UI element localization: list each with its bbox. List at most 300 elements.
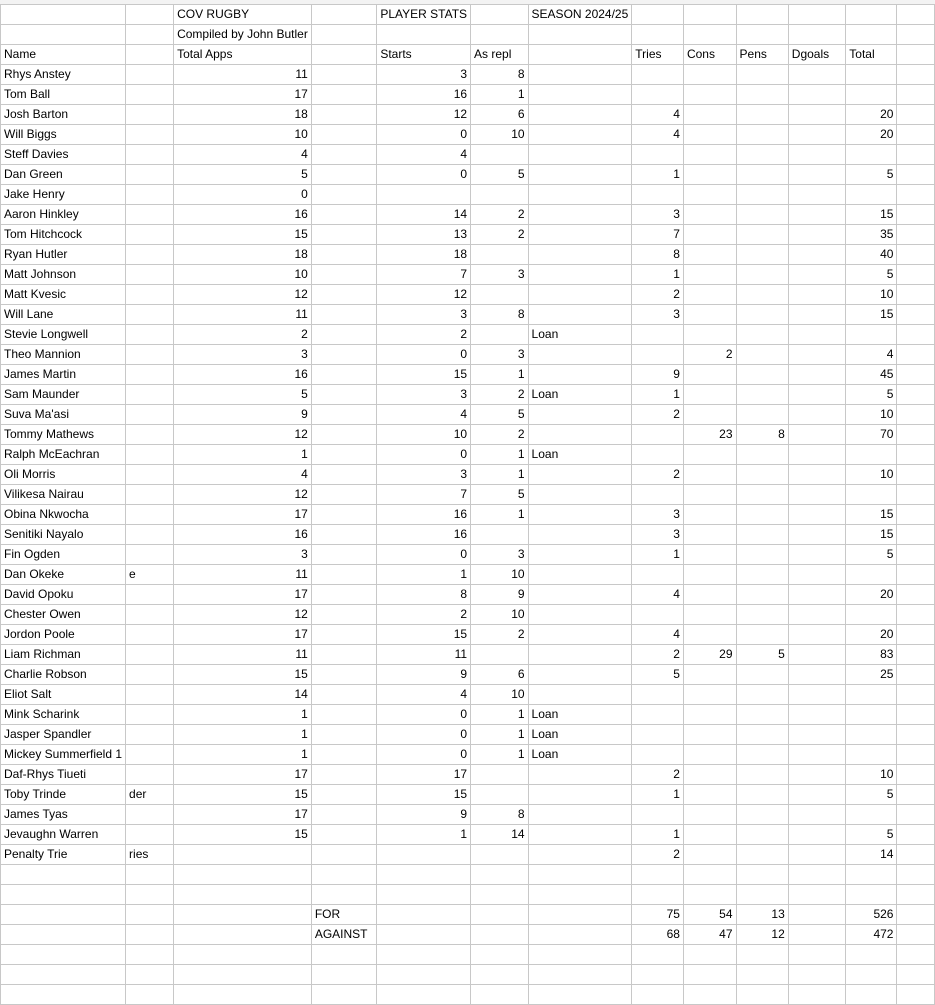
cell[interactable] — [528, 805, 632, 825]
cell[interactable] — [632, 565, 684, 585]
cell[interactable] — [126, 885, 174, 905]
cell[interactable]: 0 — [377, 545, 471, 565]
cell[interactable] — [788, 525, 846, 545]
cell[interactable] — [683, 885, 736, 905]
cell[interactable] — [1, 985, 126, 1005]
cell[interactable]: 5 — [846, 165, 897, 185]
cell[interactable] — [311, 165, 377, 185]
cell[interactable] — [736, 985, 788, 1005]
cell[interactable] — [897, 865, 935, 885]
cell[interactable] — [736, 225, 788, 245]
cell[interactable] — [311, 685, 377, 705]
cell[interactable]: 3 — [377, 305, 471, 325]
cell[interactable]: Will Biggs — [1, 125, 126, 145]
cell[interactable]: 14 — [471, 825, 529, 845]
cell[interactable] — [846, 705, 897, 725]
cell[interactable] — [736, 725, 788, 745]
cell[interactable] — [846, 185, 897, 205]
cell[interactable]: 8 — [632, 245, 684, 265]
cell[interactable] — [683, 405, 736, 425]
cell[interactable] — [377, 945, 471, 965]
cell[interactable] — [683, 305, 736, 325]
cell[interactable] — [126, 285, 174, 305]
cell[interactable] — [788, 805, 846, 825]
cell[interactable]: 3 — [377, 465, 471, 485]
cell[interactable] — [788, 205, 846, 225]
cell[interactable] — [683, 505, 736, 525]
cell[interactable]: Dgoals — [788, 45, 846, 65]
cell[interactable]: Vilikesa Nairau — [1, 485, 126, 505]
cell[interactable]: COV RUGBY — [174, 5, 312, 25]
cell[interactable] — [471, 785, 529, 805]
cell[interactable] — [632, 145, 684, 165]
cell[interactable] — [683, 165, 736, 185]
cell[interactable] — [174, 885, 312, 905]
cell[interactable]: AGAINST — [311, 925, 377, 945]
cell[interactable]: 1 — [174, 445, 312, 465]
cell[interactable]: 0 — [377, 705, 471, 725]
cell[interactable] — [471, 645, 529, 665]
cell[interactable]: 1 — [471, 465, 529, 485]
cell[interactable] — [897, 345, 935, 365]
cell[interactable] — [1, 905, 126, 925]
cell[interactable] — [788, 365, 846, 385]
cell[interactable] — [897, 525, 935, 545]
cell[interactable] — [897, 465, 935, 485]
cell[interactable]: Obina Nkwocha — [1, 505, 126, 525]
cell[interactable] — [126, 585, 174, 605]
cell[interactable]: 2 — [471, 225, 529, 245]
cell[interactable] — [788, 885, 846, 905]
cell[interactable] — [471, 865, 529, 885]
cell[interactable]: 2 — [471, 205, 529, 225]
cell[interactable] — [126, 345, 174, 365]
cell[interactable] — [311, 785, 377, 805]
cell[interactable]: 4 — [632, 585, 684, 605]
cell[interactable] — [683, 725, 736, 745]
cell[interactable] — [311, 345, 377, 365]
cell[interactable] — [311, 705, 377, 725]
cell[interactable]: 4 — [632, 125, 684, 145]
cell[interactable]: 15 — [174, 665, 312, 685]
cell[interactable]: 3 — [632, 305, 684, 325]
cell[interactable] — [632, 445, 684, 465]
cell[interactable]: 17 — [174, 585, 312, 605]
cell[interactable]: 5 — [736, 645, 788, 665]
cell[interactable]: 17 — [174, 85, 312, 105]
cell[interactable] — [311, 105, 377, 125]
cell[interactable]: 10 — [174, 125, 312, 145]
cell[interactable] — [846, 5, 897, 25]
cell[interactable]: 12 — [174, 425, 312, 445]
cell[interactable] — [897, 825, 935, 845]
cell[interactable] — [528, 905, 632, 925]
cell[interactable]: 0 — [174, 185, 312, 205]
cell[interactable] — [846, 985, 897, 1005]
cell[interactable] — [471, 925, 529, 945]
cell[interactable] — [471, 765, 529, 785]
cell[interactable]: 3 — [377, 65, 471, 85]
cell[interactable] — [788, 945, 846, 965]
cell[interactable] — [311, 385, 377, 405]
cell[interactable] — [846, 885, 897, 905]
cell[interactable] — [846, 65, 897, 85]
cell[interactable] — [683, 185, 736, 205]
cell[interactable] — [683, 145, 736, 165]
cell[interactable]: 2 — [174, 325, 312, 345]
cell[interactable] — [788, 145, 846, 165]
cell[interactable] — [632, 25, 684, 45]
cell[interactable] — [683, 945, 736, 965]
cell[interactable]: Loan — [528, 385, 632, 405]
cell[interactable] — [471, 885, 529, 905]
cell[interactable]: 4 — [632, 105, 684, 125]
cell[interactable] — [311, 845, 377, 865]
cell[interactable] — [311, 625, 377, 645]
cell[interactable]: 25 — [846, 665, 897, 685]
cell[interactable]: 8 — [471, 305, 529, 325]
cell[interactable]: 5 — [471, 485, 529, 505]
cell[interactable] — [897, 745, 935, 765]
cell[interactable]: Ryan Hutler — [1, 245, 126, 265]
cell[interactable] — [788, 825, 846, 845]
cell[interactable]: 11 — [174, 65, 312, 85]
cell[interactable] — [897, 925, 935, 945]
cell[interactable] — [736, 785, 788, 805]
cell[interactable] — [471, 525, 529, 545]
cell[interactable] — [632, 425, 684, 445]
cell[interactable]: 3 — [471, 545, 529, 565]
cell[interactable] — [471, 325, 529, 345]
cell[interactable] — [736, 265, 788, 285]
cell[interactable] — [897, 785, 935, 805]
cell[interactable]: 12 — [377, 105, 471, 125]
cell[interactable] — [736, 245, 788, 265]
cell[interactable]: 1 — [174, 745, 312, 765]
cell[interactable] — [897, 705, 935, 725]
cell[interactable]: Loan — [528, 705, 632, 725]
cell[interactable]: 7 — [377, 485, 471, 505]
cell[interactable] — [788, 985, 846, 1005]
cell[interactable]: Penalty Trie — [1, 845, 126, 865]
cell[interactable]: 20 — [846, 585, 897, 605]
cell[interactable]: Mink Scharink — [1, 705, 126, 725]
cell[interactable]: 9 — [377, 665, 471, 685]
cell[interactable]: As repl — [471, 45, 529, 65]
cell[interactable] — [736, 805, 788, 825]
cell[interactable] — [846, 25, 897, 45]
cell[interactable] — [126, 165, 174, 185]
cell[interactable]: Ralph McEachran — [1, 445, 126, 465]
cell[interactable]: 3 — [471, 265, 529, 285]
cell[interactable]: PLAYER STATS — [377, 5, 471, 25]
cell[interactable]: Loan — [528, 745, 632, 765]
cell[interactable] — [788, 465, 846, 485]
cell[interactable]: 8 — [736, 425, 788, 445]
cell[interactable] — [788, 725, 846, 745]
cell[interactable]: 17 — [174, 505, 312, 525]
cell[interactable] — [736, 385, 788, 405]
cell[interactable] — [311, 85, 377, 105]
cell[interactable] — [126, 185, 174, 205]
cell[interactable] — [174, 985, 312, 1005]
cell[interactable] — [736, 205, 788, 225]
cell[interactable] — [174, 845, 312, 865]
cell[interactable]: 15 — [174, 825, 312, 845]
cell[interactable]: 0 — [377, 725, 471, 745]
cell[interactable] — [126, 865, 174, 885]
cell[interactable]: 15 — [846, 205, 897, 225]
cell[interactable] — [126, 125, 174, 145]
cell[interactable]: Suva Ma'asi — [1, 405, 126, 425]
cell[interactable] — [897, 225, 935, 245]
cell[interactable]: 12 — [174, 285, 312, 305]
cell[interactable] — [683, 565, 736, 585]
cell[interactable] — [897, 105, 935, 125]
cell[interactable]: 20 — [846, 625, 897, 645]
cell[interactable]: 4 — [632, 625, 684, 645]
cell[interactable] — [683, 265, 736, 285]
cell[interactable]: Dan Okeke — [1, 565, 126, 585]
cell[interactable] — [846, 685, 897, 705]
cell[interactable] — [788, 585, 846, 605]
cell[interactable] — [126, 25, 174, 45]
cell[interactable] — [377, 25, 471, 45]
cell[interactable] — [311, 325, 377, 345]
cell[interactable]: 16 — [377, 505, 471, 525]
cell[interactable] — [736, 285, 788, 305]
cell[interactable] — [311, 865, 377, 885]
cell[interactable] — [471, 285, 529, 305]
cell[interactable]: 4 — [174, 465, 312, 485]
cell[interactable] — [528, 565, 632, 585]
cell[interactable] — [736, 565, 788, 585]
cell[interactable]: Total Apps — [174, 45, 312, 65]
cell[interactable] — [174, 905, 312, 925]
cell[interactable] — [377, 925, 471, 945]
cell[interactable] — [683, 385, 736, 405]
cell[interactable] — [311, 985, 377, 1005]
cell[interactable]: 5 — [471, 165, 529, 185]
cell[interactable]: Sam Maunder — [1, 385, 126, 405]
cell[interactable] — [126, 105, 174, 125]
cell[interactable]: 3 — [632, 205, 684, 225]
cell[interactable]: 29 — [683, 645, 736, 665]
cell[interactable] — [126, 805, 174, 825]
cell[interactable] — [377, 965, 471, 985]
cell[interactable] — [1, 25, 126, 45]
cell[interactable] — [788, 545, 846, 565]
cell[interactable]: 1 — [632, 825, 684, 845]
cell[interactable]: e — [126, 565, 174, 585]
cell[interactable]: 12 — [174, 485, 312, 505]
cell[interactable]: 0 — [377, 125, 471, 145]
cell[interactable]: 1 — [377, 825, 471, 845]
cell[interactable] — [528, 65, 632, 85]
cell[interactable]: 2 — [471, 425, 529, 445]
cell[interactable]: 18 — [174, 245, 312, 265]
cell[interactable] — [683, 465, 736, 485]
cell[interactable] — [736, 125, 788, 145]
cell[interactable] — [126, 645, 174, 665]
cell[interactable] — [683, 865, 736, 885]
cell[interactable]: Tries — [632, 45, 684, 65]
cell[interactable]: Pens — [736, 45, 788, 65]
cell[interactable]: Steff Davies — [1, 145, 126, 165]
cell[interactable] — [528, 485, 632, 505]
cell[interactable] — [897, 905, 935, 925]
cell[interactable]: 1 — [174, 725, 312, 745]
cell[interactable] — [736, 845, 788, 865]
cell[interactable]: Senitiki Nayalo — [1, 525, 126, 545]
cell[interactable]: Stevie Longwell — [1, 325, 126, 345]
cell[interactable] — [311, 585, 377, 605]
cell[interactable] — [846, 805, 897, 825]
cell[interactable]: 15 — [174, 225, 312, 245]
cell[interactable] — [311, 505, 377, 525]
cell[interactable] — [528, 985, 632, 1005]
cell[interactable]: 20 — [846, 105, 897, 125]
cell[interactable] — [632, 805, 684, 825]
cell[interactable] — [311, 525, 377, 545]
cell[interactable] — [528, 465, 632, 485]
cell[interactable] — [126, 705, 174, 725]
cell[interactable]: 10 — [846, 765, 897, 785]
cell[interactable] — [632, 745, 684, 765]
cell[interactable]: SEASON 2024/25 — [528, 5, 632, 25]
cell[interactable]: 2 — [471, 385, 529, 405]
cell[interactable] — [736, 365, 788, 385]
cell[interactable] — [1, 885, 126, 905]
cell[interactable] — [736, 305, 788, 325]
cell[interactable] — [683, 105, 736, 125]
cell[interactable]: Loan — [528, 325, 632, 345]
cell[interactable]: 23 — [683, 425, 736, 445]
cell[interactable] — [788, 505, 846, 525]
cell[interactable] — [736, 945, 788, 965]
cell[interactable]: Theo Mannion — [1, 345, 126, 365]
cell[interactable] — [126, 205, 174, 225]
cell[interactable]: 2 — [377, 325, 471, 345]
cell[interactable] — [528, 645, 632, 665]
cell[interactable]: 11 — [174, 305, 312, 325]
cell[interactable]: 4 — [377, 685, 471, 705]
cell[interactable] — [528, 965, 632, 985]
cell[interactable] — [311, 265, 377, 285]
cell[interactable]: 45 — [846, 365, 897, 385]
cell[interactable] — [897, 945, 935, 965]
cell[interactable] — [897, 5, 935, 25]
cell[interactable] — [311, 945, 377, 965]
cell[interactable]: 20 — [846, 125, 897, 145]
cell[interactable]: 1 — [471, 85, 529, 105]
cell[interactable] — [736, 625, 788, 645]
cell[interactable]: Matt Kvesic — [1, 285, 126, 305]
cell[interactable] — [683, 25, 736, 45]
cell[interactable]: 0 — [377, 345, 471, 365]
cell[interactable] — [126, 445, 174, 465]
cell[interactable] — [632, 85, 684, 105]
cell[interactable]: Daf-Rhys Tiueti — [1, 765, 126, 785]
cell[interactable] — [528, 785, 632, 805]
cell[interactable] — [788, 325, 846, 345]
cell[interactable]: 4 — [377, 405, 471, 425]
cell[interactable] — [174, 865, 312, 885]
cell[interactable] — [126, 985, 174, 1005]
cell[interactable] — [897, 445, 935, 465]
cell[interactable] — [528, 685, 632, 705]
cell[interactable] — [683, 545, 736, 565]
cell[interactable] — [311, 205, 377, 225]
cell[interactable] — [528, 925, 632, 945]
cell[interactable] — [471, 185, 529, 205]
cell[interactable]: 3 — [632, 505, 684, 525]
cell[interactable] — [311, 565, 377, 585]
cell[interactable]: 2 — [632, 465, 684, 485]
cell[interactable] — [788, 605, 846, 625]
cell[interactable] — [683, 745, 736, 765]
cell[interactable]: 15 — [846, 505, 897, 525]
cell[interactable] — [683, 705, 736, 725]
cell[interactable]: Liam Richman — [1, 645, 126, 665]
cell[interactable]: 10 — [846, 285, 897, 305]
cell[interactable]: 10 — [174, 265, 312, 285]
cell[interactable]: 75 — [632, 905, 684, 925]
cell[interactable] — [788, 745, 846, 765]
cell[interactable] — [897, 265, 935, 285]
cell[interactable] — [126, 405, 174, 425]
cell[interactable]: 2 — [377, 605, 471, 625]
cell[interactable] — [632, 485, 684, 505]
cell[interactable]: 40 — [846, 245, 897, 265]
cell[interactable] — [897, 965, 935, 985]
cell[interactable] — [788, 645, 846, 665]
cell[interactable]: David Opoku — [1, 585, 126, 605]
cell[interactable] — [683, 65, 736, 85]
cell[interactable]: Tom Hitchcock — [1, 225, 126, 245]
cell[interactable] — [377, 985, 471, 1005]
cell[interactable]: 472 — [846, 925, 897, 945]
cell[interactable] — [528, 165, 632, 185]
cell[interactable] — [311, 725, 377, 745]
cell[interactable]: Starts — [377, 45, 471, 65]
cell[interactable] — [788, 165, 846, 185]
cell[interactable] — [126, 365, 174, 385]
cell[interactable] — [897, 765, 935, 785]
cell[interactable] — [788, 345, 846, 365]
cell[interactable] — [528, 605, 632, 625]
cell[interactable]: 15 — [846, 305, 897, 325]
cell[interactable] — [897, 665, 935, 685]
cell[interactable] — [632, 865, 684, 885]
cell[interactable] — [126, 665, 174, 685]
cell[interactable] — [126, 305, 174, 325]
cell[interactable] — [897, 125, 935, 145]
cell[interactable] — [788, 845, 846, 865]
cell[interactable] — [683, 325, 736, 345]
cell[interactable] — [788, 705, 846, 725]
cell[interactable]: 13 — [736, 905, 788, 925]
cell[interactable] — [528, 125, 632, 145]
cell[interactable] — [528, 225, 632, 245]
cell[interactable] — [736, 85, 788, 105]
cell[interactable]: 3 — [471, 345, 529, 365]
cell[interactable]: James Martin — [1, 365, 126, 385]
cell[interactable] — [471, 945, 529, 965]
cell[interactable] — [683, 845, 736, 865]
cell[interactable] — [528, 585, 632, 605]
cell[interactable]: 11 — [377, 645, 471, 665]
